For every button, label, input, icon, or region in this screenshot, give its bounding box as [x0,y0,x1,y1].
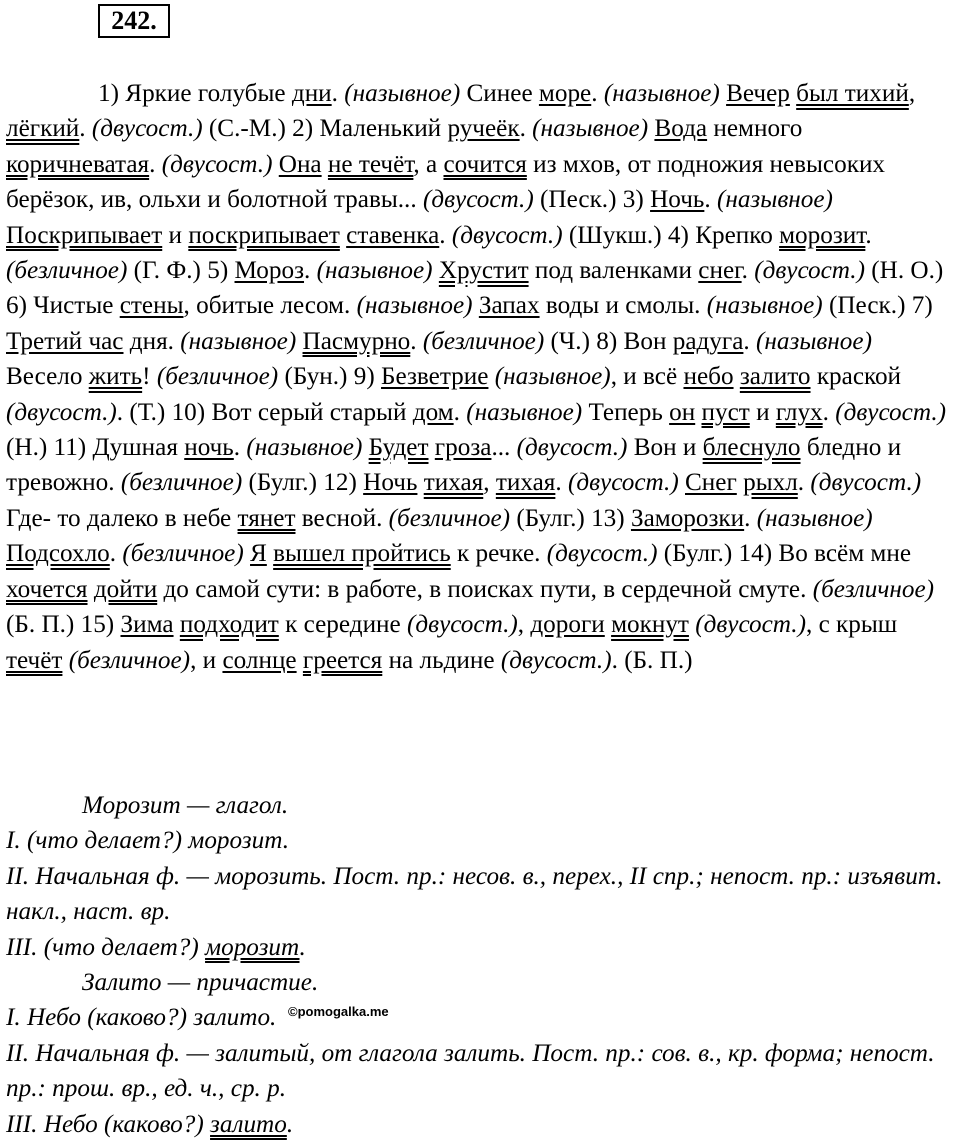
sentence-type-label: (безличное) [156,363,279,391]
predicate-word: течёт [6,646,63,674]
text-segment: . [410,327,423,355]
text-segment: (Булг.) 13) [510,504,631,532]
sentence-type-label: (назывное) [246,434,363,462]
text-segment: . (Т.) 10) Вот серый старый [116,398,413,426]
text-segment: II. Начальная ф. — залитый, от глагола залить. Пост. пр.: сов. в., кр. форма; непост. пр.: прош. вр., ед. ч., ср. р. [6,1039,935,1103]
analysis-line [6,1107,954,1142]
predicate-word: Будет [368,434,429,462]
sentence-type-label: (назывное) [344,80,461,107]
predicate-word: греется [302,646,383,674]
text-segment: . [304,257,317,285]
text-segment: (Ч.) 8) Вон [544,327,673,355]
sentence-type-label: (назывное) [532,115,649,143]
text-segment: I. (что делает?) морозит. [6,827,290,855]
text-segment: . [797,469,811,497]
text-segment: и [749,398,776,426]
sentence-type-label: (назывное) [316,257,433,285]
predicate-word: пуст [701,398,750,426]
text-segment: ! [142,363,157,391]
text-segment: , и всё [610,363,684,391]
subject-word: снег [698,257,742,285]
text-segment: . [555,469,568,497]
predicate-word: блеснуло [702,434,801,462]
subject-word: море [538,80,592,107]
subject-word: стены [119,292,184,320]
text-segment: , обитые лесом. [183,292,357,320]
predicate-word: коричневатая [6,150,150,178]
text-segment: . [149,150,162,178]
text-segment: краской [810,363,902,391]
text-segment: (Булг.) 14) Во всём мне [657,540,912,568]
text-segment: . [439,221,452,249]
sentence-type-label: (двусост.) [500,646,612,674]
sentence-type-label: (назывное) [603,80,720,107]
text-segment: , [517,611,531,639]
subject-word: дом [412,398,454,426]
text-segment: Морозит — глагол. [82,792,289,819]
predicate-word: дойти [93,575,158,603]
text-segment: . [286,1110,294,1138]
text-segment: . [331,80,345,107]
text-segment: (Бун.) 9) [278,363,382,391]
text-segment: . [822,398,836,426]
predicate-word: не течёт [327,150,414,178]
subject-word: дороги [530,611,605,639]
sentence-type-label: (двусост.) [516,434,628,462]
sentence-type-label: (назывное) [756,504,873,532]
sentence-type-label: (двусост.) [91,115,203,143]
predicate-word: тихая [495,469,556,497]
text-segment: ... [491,434,517,462]
text-segment: к середине [278,611,408,639]
predicate-word: был тихий [796,80,909,107]
morphological-analysis [6,788,954,1142]
subject-word: Ночь [650,186,705,214]
predicate-word: морозит [779,221,866,249]
predicate-word: поскрипывает [188,221,340,249]
predicate-word: Подсохло [6,540,110,568]
predicate-word: Поскрипывает [6,221,163,249]
sentence-type-label: (назывное) [466,398,583,426]
sentence-type-label: (безличное) [812,575,935,603]
subject-word: небо [683,363,734,391]
text-segment: . [865,221,872,249]
text-segment: (Б. П.) 15) [6,611,121,639]
analysis-line [6,1036,954,1107]
text-segment: . [453,398,467,426]
sentence-type-label: (назывное) [356,292,473,320]
text-segment: , с крыш [805,611,898,639]
subject-word: Я [250,540,267,568]
subject-word: Ночь [363,469,418,497]
sentence-type-label: (безличное) [6,257,128,285]
text-segment: Где- то далеко в небе [6,504,238,532]
sentence-type-label: (двусост.) [161,150,273,178]
sentence-type-label: (двусост.) [546,540,658,568]
subject-word: ставенка [346,221,440,249]
subject-word: гроза [434,434,492,462]
text-segment: (Песк.) 3) [533,186,651,214]
text-segment: немного [707,115,803,143]
subject-word: Вода [654,115,708,143]
text-segment: Вон и [627,434,703,462]
text-segment: Синее [460,80,539,107]
text-segment: и [162,221,189,249]
exercise-text [6,76,954,678]
text-segment: Залито — причастие. [82,969,319,997]
sentence-type-label: (двусост.) [810,469,922,497]
sentence-type-label: (двусост.) [451,221,563,249]
predicate-word: залито [210,1110,287,1138]
subject-word: Мороз [234,257,305,285]
text-segment: , [483,469,496,497]
text-segment: . [743,327,757,355]
sentence-type-label: (двусост.) [422,186,534,214]
text-segment: . [519,115,533,143]
text-segment: (Г. Ф.) 5) [127,257,235,285]
sentence-type-label: (двусост.) [567,469,679,497]
text-segment: . [591,80,604,107]
subject-word: он [669,398,696,426]
predicate-word: рыхл [743,469,798,497]
predicate-word: вышел пройтись [273,540,451,568]
sentence-type-label: (двусост.) [6,398,117,426]
sentence-type-label: (безличное) [120,469,243,497]
watermark: ©pomogalka.me [288,1004,389,1019]
text-segment: . [744,504,757,532]
text-segment: III. (что делает?) [6,933,206,961]
text-segment: под валенками [528,257,699,285]
analysis-line [6,930,954,965]
predicate-word: тянет [237,504,296,532]
text-segment: , и [190,646,223,674]
analysis-line [6,823,954,858]
text-segment: II. Начальная ф. — морозить. Пост. пр.: несов. в., перех., II спр.; непост. пр.: изъявит. накл., наст. вр. [6,862,943,926]
text-segment: Весело [6,363,89,391]
subject-word: Заморозки [630,504,745,532]
sentence-type-label: (назывное) [756,327,872,355]
text-segment: . [299,933,306,961]
subject-word: Третий час [6,327,124,355]
text-segment: (Шукш.) 4) Крепко [562,221,780,249]
text-segment: 1) Яркие голубые [98,80,292,107]
text-segment: весной. [295,504,389,532]
text-segment: воды и смолы. [539,292,707,320]
text-segment: к речке. [450,540,547,568]
subject-word: радуга [672,327,744,355]
analysis-line [6,965,954,1000]
sentence-type-label: (назывное) [716,186,833,214]
sentence-type-label: (двусост.) [835,398,946,426]
text-segment: (Н.) 11) Душная [6,434,185,462]
text-segment: I. Небо (каково?) залито. [6,1004,277,1032]
text-segment: бледно и тревожно. [6,434,902,497]
text-segment: (Булг.) 12) [242,469,364,497]
text-segment: . [233,434,247,462]
text-segment: дня. [123,327,181,355]
predicate-word: мокнут [611,611,689,639]
subject-word: Безветрие [381,363,489,391]
subject-word: Снег [685,469,737,497]
sentence-type-label: (двусост.) [407,611,518,639]
sentence-type-label: (безличное) [68,646,191,674]
exercise-number: 242. [98,4,170,38]
analysis-line [6,1000,954,1035]
text-segment: . [109,540,123,568]
analysis-line [6,859,954,930]
sentence-type-label: (двусост.) [754,257,865,285]
text-segment: на льдине [382,646,501,674]
text-segment: . (Б. П.) [611,646,693,674]
subject-word: дни [291,80,332,107]
predicate-word: залито [739,363,811,391]
text-segment: до самой сути: в работе, в поисках пути, в сердечной смуте. [157,575,813,603]
sentence-type-label: (безличное) [122,540,244,568]
sentence-type-label: (двусост.) [695,611,806,639]
predicate-word: морозит [205,933,300,961]
subject-word: Вечер [726,80,790,107]
subject-word: Зима [120,611,174,639]
predicate-word: Хрустит [438,257,529,285]
text-segment: Теперь [582,398,670,426]
subject-word: ручеёк [447,115,520,143]
analysis-line [6,788,954,823]
text-segment: III. Небо (каково?) [6,1110,211,1138]
predicate-word: глух [775,398,823,426]
text-segment: . [79,115,92,143]
text-segment: из мхов, от подножия невысоких берёзок, ив, ольхи и болотной травы... [6,150,886,214]
predicate-word: Пасмурно [302,327,411,355]
text-segment: , а [413,150,444,178]
text-segment: (Песк.) 7) [822,292,933,320]
subject-word: солнце [222,646,297,674]
subject-word: Она [278,150,322,178]
text-segment: (Н. О.) 6) Чистые [6,257,944,320]
predicate-word: лёгкий [6,115,80,143]
predicate-word: сочится [443,150,527,178]
sentence-type-label: (назывное) [706,292,823,320]
predicate-word: тихая [423,469,484,497]
text-segment: . [741,257,755,285]
predicate-word: подходит [179,611,279,639]
text-segment: , [908,80,916,107]
sentence-type-label: (безличное) [388,504,511,532]
text-segment: . [704,186,717,214]
sentence-type-label: (назывное) [494,363,611,391]
sentence-type-label: (безличное) [422,327,545,355]
subject-word: ночь [184,434,234,462]
predicate-word: жить [88,363,143,391]
text-segment: (С.-М.) 2) Маленький [202,115,448,143]
sentence-type-label: (назывное) [180,327,297,355]
predicate-word: хочется [6,575,88,603]
subject-word: Запах [478,292,540,320]
